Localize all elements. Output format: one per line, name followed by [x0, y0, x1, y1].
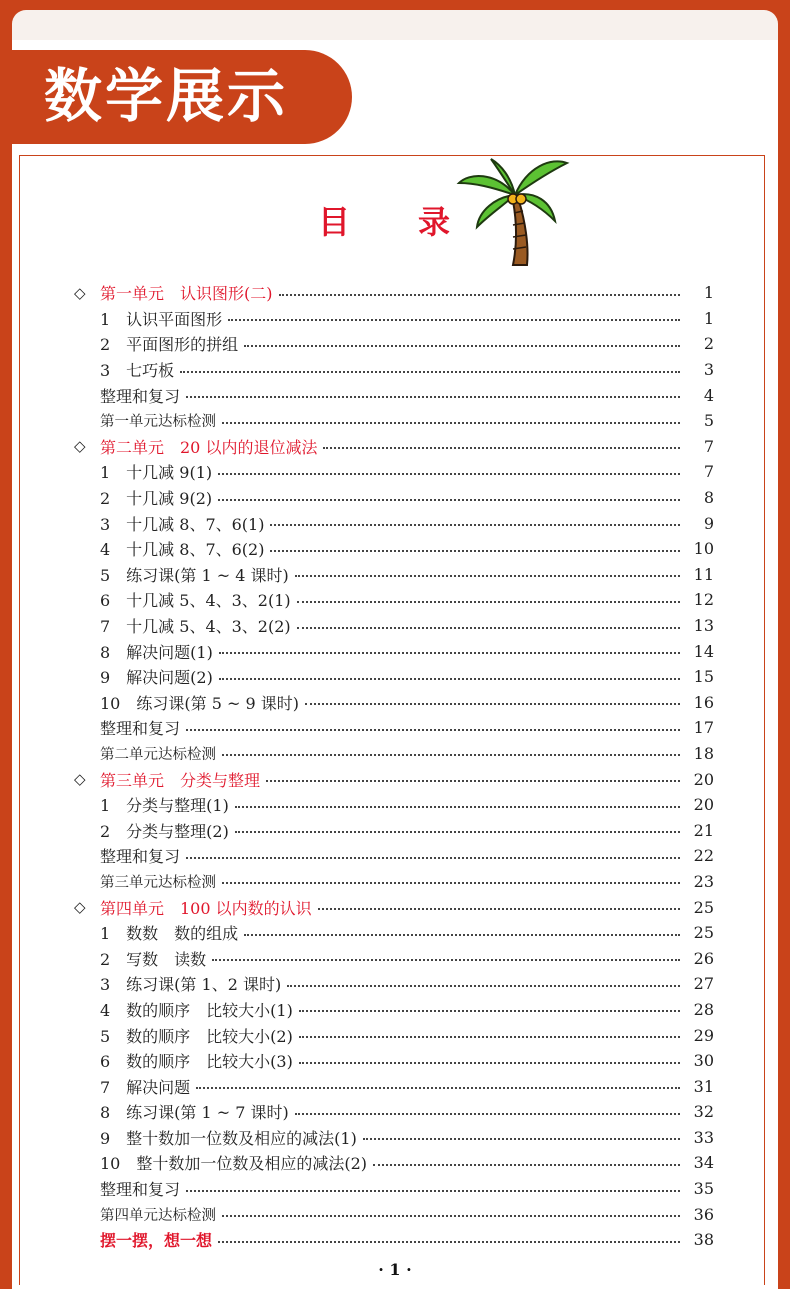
dot-leader [196, 1087, 680, 1089]
toc-entry-page: 32 [693, 1102, 714, 1122]
toc-entry-page: 3 [703, 360, 714, 380]
dot-leader [373, 1164, 680, 1166]
toc-row [74, 792, 714, 818]
dot-leader [297, 627, 680, 629]
toc-entry-label: 8 解决问题(1) [100, 642, 213, 662]
toc-entry-label: 9 解决问题(2) [100, 668, 213, 688]
toc-row [74, 1022, 714, 1048]
dot-leader [228, 319, 680, 321]
toc-row [74, 1150, 714, 1176]
diamond-bullet-icon: ◇ [74, 770, 86, 789]
toc-entry-page: 13 [693, 616, 714, 636]
toc-row [74, 664, 714, 690]
toc-title-char-2: 录 [418, 203, 451, 241]
toc-unit-row [74, 280, 714, 306]
dot-leader [222, 882, 680, 884]
toc-row [74, 1048, 714, 1074]
toc-row [74, 562, 714, 588]
toc-entry-label: 3 七巧板 [100, 361, 175, 381]
toc-entry-page: 20 [693, 795, 714, 815]
dot-leader [222, 1215, 680, 1217]
dot-leader [295, 575, 680, 577]
toc-row [74, 638, 714, 664]
toc-entry-page: 20 [693, 769, 714, 789]
toc-row [74, 945, 714, 971]
toc-entry-label: 1 分类与整理(1) [100, 796, 229, 816]
toc-entry-page: 25 [693, 923, 714, 943]
dot-leader [279, 294, 681, 296]
toc-entry-label: 2 平面图形的拼组 [100, 335, 239, 355]
toc-row [74, 510, 714, 536]
toc-entry-label: 5 练习课(第 1 ~ 4 课时) [100, 565, 289, 585]
toc-entry-page: 10 [693, 539, 714, 559]
toc-entry-label: 第四单元达标检测 [100, 1207, 216, 1224]
toc-entry-label: 7 解决问题 [100, 1077, 191, 1097]
toc-entry-page: 16 [693, 692, 714, 712]
toc-entry-page: 18 [693, 743, 714, 763]
dot-leader [305, 703, 680, 705]
toc-entry-label: 整理和复习 [100, 719, 181, 739]
palm-tree-icon [455, 153, 570, 268]
dot-leader [219, 678, 680, 680]
toc-entry-label: 7 十几减 5、4、3、2(2) [100, 617, 291, 637]
toc-test-row [74, 408, 714, 434]
dot-leader [297, 601, 680, 603]
diamond-bullet-icon: ◇ [74, 283, 86, 302]
toc-entry-label: 第四单元 100 以内数的认识 [100, 898, 312, 918]
toc-row [74, 485, 714, 511]
banner-title: 数学展示 [44, 62, 289, 130]
toc-test-row [74, 1201, 714, 1227]
toc-entry-label: 第一单元 认识图形(二) [100, 284, 273, 304]
dot-leader [219, 652, 680, 654]
dot-leader [218, 499, 680, 501]
toc-entry-label: 10 练习课(第 5 ~ 9 课时) [100, 693, 299, 713]
toc-entry-label: 4 数的顺序 比较大小(1) [100, 1000, 293, 1020]
page-number: · 1 · [378, 1260, 412, 1279]
dot-leader [244, 934, 680, 936]
toc-entry-page: 5 [703, 411, 714, 431]
toc-unit-row [74, 434, 714, 460]
dot-leader [186, 729, 680, 731]
dot-leader [186, 396, 680, 398]
toc-entry-label: 第二单元达标检测 [100, 746, 216, 763]
toc-row [74, 357, 714, 383]
toc-entry-label: 2 十几减 9(2) [100, 489, 213, 509]
toc-unit-row [74, 894, 714, 920]
toc-unit-row [74, 766, 714, 792]
toc-entry-page: 9 [703, 513, 714, 533]
dot-leader [212, 959, 680, 961]
dot-leader [218, 473, 680, 475]
dot-leader [235, 806, 680, 808]
dot-leader [295, 1113, 680, 1115]
toc-entry-page: 34 [693, 1153, 714, 1173]
toc-entry-page: 7 [703, 436, 714, 456]
dot-leader [218, 1241, 680, 1243]
toc-entry-label: 3 练习课(第 1、2 课时) [100, 975, 282, 995]
toc-title-char-1: 目 [318, 203, 351, 241]
toc-entry-page: 2 [703, 334, 714, 354]
toc-row [74, 331, 714, 357]
toc-row [74, 971, 714, 997]
table-of-contents [74, 280, 714, 1253]
toc-row [74, 997, 714, 1023]
toc-entry-label: 6 十几减 5、4、3、2(1) [100, 591, 291, 611]
toc-entry-page: 27 [693, 974, 714, 994]
toc-entry-page: 29 [693, 1025, 714, 1045]
toc-row [74, 1073, 714, 1099]
toc-entry-page: 12 [693, 590, 714, 610]
toc-entry-page: 15 [693, 667, 714, 687]
toc-entry-label: 第一单元达标检测 [100, 414, 216, 431]
toc-entry-page: 21 [693, 820, 714, 840]
toc-entry-page: 35 [693, 1179, 714, 1199]
toc-row [74, 1099, 714, 1125]
toc-entry-label: 整理和复习 [100, 386, 181, 406]
toc-entry-label: 整理和复习 [100, 1180, 181, 1200]
toc-entry-page: 33 [693, 1127, 714, 1147]
toc-entry-label: 第二单元 20 以内的退位减法 [100, 437, 318, 457]
toc-entry-label: 8 练习课(第 1 ~ 7 课时) [100, 1103, 289, 1123]
toc-test-row [74, 869, 714, 895]
dot-leader [266, 780, 680, 782]
toc-row [74, 306, 714, 332]
toc-entry-page: 22 [693, 846, 714, 866]
toc-entry-page: 31 [693, 1076, 714, 1096]
toc-entry-page: 1 [703, 283, 714, 303]
toc-entry-page: 26 [693, 948, 714, 968]
toc-entry-page: 36 [693, 1204, 714, 1224]
toc-entry-label: 5 数的顺序 比较大小(2) [100, 1026, 293, 1046]
toc-entry-label: 10 整十数加一位数及相应的减法(2) [100, 1154, 368, 1174]
toc-row [74, 920, 714, 946]
toc-entry-label: 3 十几减 8、7、6(1) [100, 514, 265, 534]
toc-entry-label: 6 数的顺序 比较大小(3) [100, 1052, 293, 1072]
dot-leader [363, 1138, 680, 1140]
toc-entry-page: 1 [703, 308, 714, 328]
toc-title [318, 200, 468, 244]
toc-entry-page: 8 [703, 488, 714, 508]
toc-row [74, 1125, 714, 1151]
toc-entry-label: 第三单元 分类与整理 [100, 770, 261, 790]
toc-row [74, 1227, 714, 1253]
dot-leader [270, 524, 680, 526]
dot-leader [299, 1062, 680, 1064]
toc-entry-label: 第三单元达标检测 [100, 874, 216, 891]
toc-entry-page: 30 [693, 1051, 714, 1071]
toc-entry-page: 28 [693, 999, 714, 1019]
dot-leader [244, 345, 680, 347]
toc-row [74, 587, 714, 613]
dot-leader [270, 550, 680, 552]
diamond-bullet-icon: ◇ [74, 898, 86, 917]
dot-leader [318, 908, 680, 910]
toc-entry-page: 38 [693, 1230, 714, 1250]
toc-row [74, 1176, 714, 1202]
toc-entry-page: 23 [693, 871, 714, 891]
toc-entry-label: 2 写数 读数 [100, 949, 207, 969]
toc-row [74, 536, 714, 562]
toc-row [74, 613, 714, 639]
dot-leader [299, 1010, 680, 1012]
toc-row [74, 382, 714, 408]
toc-entry-page: 25 [693, 897, 714, 917]
dot-leader [235, 831, 680, 833]
toc-entry-label: 整理和复习 [100, 847, 181, 867]
dot-leader [222, 422, 680, 424]
toc-entry-label: 2 分类与整理(2) [100, 821, 229, 841]
dot-leader [287, 985, 680, 987]
toc-entry-label: 4 十几减 8、7、6(2) [100, 540, 265, 560]
toc-entry-label: 1 十几减 9(1) [100, 463, 213, 483]
toc-entry-page: 17 [693, 718, 714, 738]
toc-row [74, 817, 714, 843]
toc-entry-page: 4 [703, 385, 714, 405]
toc-entry-label: 1 数数 数的组成 [100, 924, 239, 944]
toc-entry-page: 14 [693, 641, 714, 661]
toc-entry-label: 1 认识平面图形 [100, 309, 223, 329]
dot-leader [323, 447, 680, 449]
toc-entry-page: 7 [703, 462, 714, 482]
diamond-bullet-icon: ◇ [74, 437, 86, 456]
dot-leader [180, 371, 680, 373]
dot-leader [222, 754, 680, 756]
toc-test-row [74, 741, 714, 767]
toc-entry-page: 11 [693, 564, 714, 584]
dot-leader [186, 857, 680, 859]
toc-row [74, 690, 714, 716]
toc-row [74, 843, 714, 869]
dot-leader [299, 1036, 680, 1038]
toc-row [74, 715, 714, 741]
dot-leader [186, 1190, 680, 1192]
toc-entry-label: 9 整十数加一位数及相应的减法(1) [100, 1128, 357, 1148]
toc-row [74, 459, 714, 485]
toc-entry-label: 摆一摆，想一想 [100, 1231, 213, 1251]
